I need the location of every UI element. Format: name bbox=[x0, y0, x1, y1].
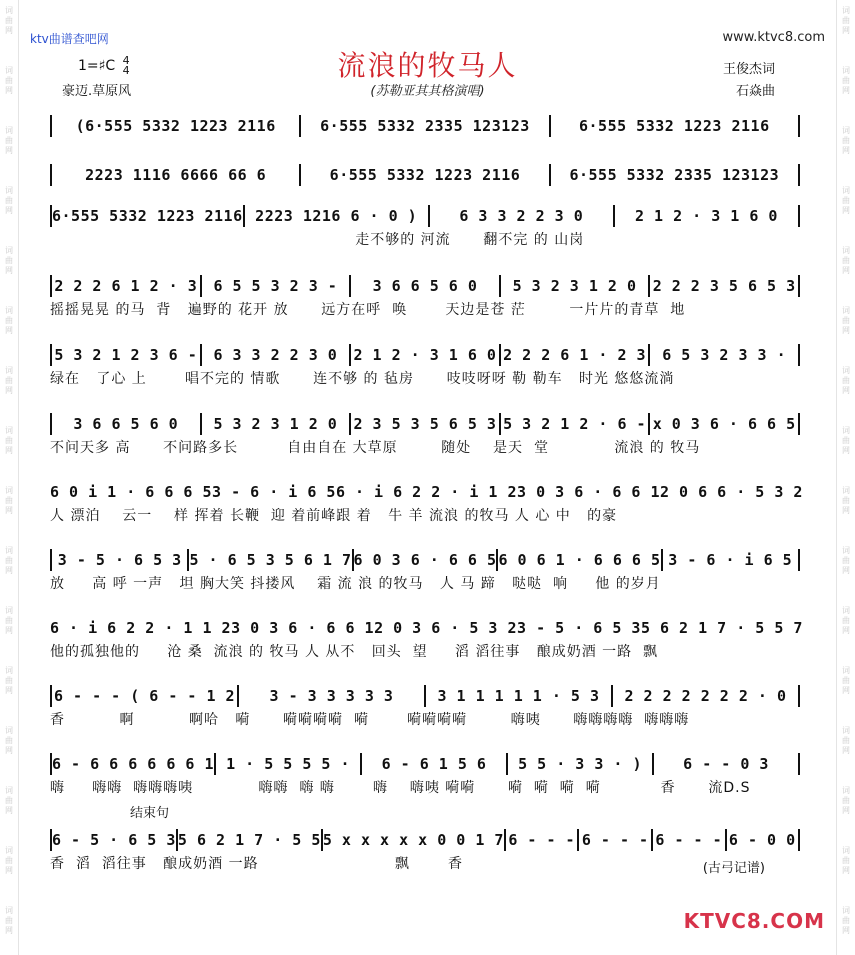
side-watermark-mark: 词曲网 bbox=[5, 906, 13, 935]
score-system bbox=[50, 752, 800, 798]
side-watermark-mark: 词曲网 bbox=[5, 786, 13, 815]
measure: 2223 1216 6 · 0 ) bbox=[255, 207, 418, 225]
side-watermark-mark: 词曲网 bbox=[842, 486, 850, 515]
lyrics-line: 香 啊 啊哈 嗬 嗬嗬嗬嗬 嗬 嗬嗬嗬嗬 嗨咦 嗨嗨嗨嗨 嗨嗨嗨 bbox=[50, 712, 690, 728]
site-logo[interactable]: KTVC8.COM bbox=[683, 909, 825, 933]
measure: 2 0 3 6 · 5 3 2 bbox=[374, 619, 518, 637]
score-system bbox=[50, 548, 800, 594]
measure: 3 - 5 · 6 5 3 bbox=[517, 619, 641, 637]
measure: 3 0 3 6 · 6 6 1 bbox=[517, 483, 660, 501]
side-watermark-mark: 词曲网 bbox=[842, 786, 850, 815]
measure: 3 - 5 · 6 5 3 bbox=[57, 551, 182, 569]
measure: 6 0 3 6 · 6 6 5 bbox=[353, 551, 497, 569]
measure: 6 3 3 2 2 3 0 bbox=[213, 346, 338, 364]
notation-line bbox=[50, 752, 800, 776]
measure: 5 6 2 1 7 · 5 5 7 bbox=[640, 619, 803, 637]
measure: 6 5 5 3 2 3 - bbox=[213, 277, 338, 295]
score-system bbox=[50, 274, 800, 320]
score-system bbox=[50, 343, 800, 389]
lyrics-line: 香 滔 滔往事 酿成奶酒 一路 飘 香 bbox=[50, 856, 464, 872]
measure: 6·555 5332 2335 123123 bbox=[320, 117, 530, 135]
notation-line bbox=[50, 412, 800, 436]
side-watermark-mark: 词曲网 bbox=[5, 666, 13, 695]
right-margin-strip bbox=[836, 0, 855, 955]
side-watermark-mark: 词曲网 bbox=[5, 486, 13, 515]
bar-line bbox=[798, 685, 800, 707]
bar-line bbox=[798, 115, 800, 137]
score-system bbox=[50, 828, 800, 874]
key-text: 1=♯C bbox=[78, 58, 116, 74]
side-watermark-mark: 词曲网 bbox=[5, 366, 13, 395]
notation-line bbox=[50, 616, 803, 640]
measure: 3 0 3 6 · 6 6 1 bbox=[231, 619, 375, 637]
side-watermark-mark: 词曲网 bbox=[842, 186, 850, 215]
measure: 3 6 6 5 6 0 bbox=[372, 277, 478, 295]
score-system bbox=[50, 163, 800, 209]
score-system bbox=[50, 204, 800, 250]
measure: 2 2 2 6 1 · 2 3 bbox=[503, 346, 647, 364]
measure: 6·555 5332 2335 123123 bbox=[569, 166, 780, 184]
measure: 5 3 2 1 2 3 6 - bbox=[54, 346, 198, 364]
notation-line bbox=[50, 684, 800, 708]
side-watermark-mark: 词曲网 bbox=[5, 546, 13, 575]
measure: 2 2 2 3 5 6 5 3 bbox=[652, 277, 796, 295]
measure: x 0 3 6 · 6 6 5 bbox=[652, 415, 796, 433]
bar-line bbox=[798, 164, 800, 186]
measure: 6 - 6 6 6 6 6 6 1 bbox=[52, 755, 215, 773]
time-signature bbox=[123, 56, 130, 76]
performer-note: (苏勒亚其其格演唱) bbox=[370, 84, 485, 99]
side-watermark-mark: 词曲网 bbox=[5, 66, 13, 95]
measure: 6 - - - bbox=[655, 831, 723, 849]
side-watermark-mark: 词曲网 bbox=[5, 846, 13, 875]
measure: 6 - - - ( 6 - - 1 2 bbox=[53, 687, 236, 705]
measure: 5 3 2 1 2 · 6 - bbox=[503, 415, 647, 433]
side-watermark-mark: 词曲网 bbox=[842, 666, 850, 695]
measure: 3 1 1 1 1 1 · 5 3 bbox=[437, 687, 600, 705]
measure: 2 0 6 6 · 5 3 2 bbox=[660, 483, 803, 501]
song-title: 流浪的牧马人 bbox=[337, 49, 518, 82]
bar-line bbox=[798, 275, 800, 297]
measure: 5 6 2 1 7 · 5 5 bbox=[177, 831, 321, 849]
end-phrase-label: 结束句 bbox=[130, 806, 170, 821]
measure: 2 1 2 · 3 1 6 0 bbox=[353, 346, 497, 364]
measure: 1 · 5 5 5 5 · bbox=[226, 755, 350, 773]
measure: 3 - 6 · i 6 5 bbox=[212, 483, 336, 501]
notation-line bbox=[50, 828, 800, 852]
side-watermark-mark: 词曲网 bbox=[842, 306, 850, 335]
lyrics-line: 他的孤独他的 沧 桑 流浪 的 牧马 人 从不 回头 望 滔 滔往事 酿成奶酒 一路 飘 bbox=[50, 644, 659, 660]
measure: 2 1 2 · 3 1 6 0 bbox=[634, 207, 778, 225]
score-system bbox=[50, 114, 800, 160]
side-watermark-mark: 词曲网 bbox=[5, 186, 13, 215]
notation-line bbox=[50, 163, 800, 187]
notation-line bbox=[50, 114, 800, 138]
side-watermark-mark: 词曲网 bbox=[5, 726, 13, 755]
measure: 6·555 5332 1223 2116 bbox=[329, 166, 521, 184]
bar-line bbox=[798, 829, 800, 851]
measure: 6 0 i 1 · 6 6 6 5 bbox=[50, 483, 213, 501]
measure: 2 2 2 6 1 2 · 3 bbox=[54, 277, 198, 295]
side-watermark-mark: 词曲网 bbox=[842, 546, 850, 575]
lyrics-line: 绿在 了心 上 唱不完的 情歌 连不够 的 毡房 吱吱呀呀 勒 勒车 时光 悠悠流淌 bbox=[50, 371, 675, 387]
left-margin-strip bbox=[0, 0, 19, 955]
measure: 6·555 5332 1223 2116 bbox=[52, 207, 243, 225]
measure: 3 - 3 3 3 3 3 bbox=[269, 687, 394, 705]
key-signature bbox=[78, 56, 130, 76]
composer: 石焱曲 bbox=[735, 84, 775, 99]
side-watermark-mark: 词曲网 bbox=[842, 426, 850, 455]
measure: 5 3 2 3 1 2 0 bbox=[213, 415, 338, 433]
side-watermark-mark: 词曲网 bbox=[842, 726, 850, 755]
measure: (6·555 5332 1223 2116 bbox=[75, 117, 276, 135]
bar-line bbox=[798, 413, 800, 435]
lyrics-line: 走不够的 河流 翻不完 的 山岗 bbox=[50, 232, 585, 248]
notation-line bbox=[50, 204, 800, 228]
measure: 6 - - - bbox=[508, 831, 576, 849]
transcriber-credit: (古弓记谱) bbox=[702, 861, 765, 876]
side-watermark-mark: 词曲网 bbox=[5, 126, 13, 155]
score-system bbox=[50, 412, 800, 458]
side-watermark-mark: 词曲网 bbox=[842, 366, 850, 395]
side-watermark-mark: 词曲网 bbox=[5, 246, 13, 275]
measure: 6 0 6 1 · 6 6 6 5 bbox=[498, 551, 661, 569]
side-watermark-mark: 词曲网 bbox=[842, 606, 850, 635]
lyrics-line bbox=[50, 138, 800, 160]
side-watermark-mark: 词曲网 bbox=[5, 606, 13, 635]
measure: 6 5 3 2 3 3 · bbox=[662, 346, 787, 364]
bar-line bbox=[798, 344, 800, 366]
measure: 6 - 5 · 6 5 3 bbox=[52, 831, 176, 849]
lyrics-line: 放 高 呼 一声 坦 胸大笑 抖搂风 霜 流 浪 的牧马 人 马 蹄 哒哒 响 他 的岁月 bbox=[50, 576, 661, 592]
side-watermark-mark: 词曲网 bbox=[842, 906, 850, 935]
measure: 6 - 0 0 bbox=[728, 831, 796, 849]
score-system bbox=[50, 616, 803, 662]
measure: 2223 1116 6666 66 6 bbox=[85, 166, 267, 184]
lyrics-line: 嗨 嗨嗨 嗨嗨嗨咦 嗨嗨 嗨 嗨 嗨 嗨咦 嗬嗬 嗬 嗬 嗬 嗬 香 流D.S bbox=[50, 780, 751, 796]
notation-line bbox=[50, 548, 800, 572]
side-watermark-mark: 词曲网 bbox=[5, 426, 13, 455]
lyrics-line: 人 漂泊 云一 样 挥着 长鞭 迎 着前峰跟 着 牛 羊 流浪 的牧马 人 心 中 的豪 bbox=[50, 508, 618, 524]
time-sig-top: 4 bbox=[122, 54, 130, 67]
measure: 6 · i 6 2 2 · i 1 2 bbox=[335, 483, 518, 501]
side-watermark-mark: 词曲网 bbox=[842, 6, 850, 35]
lyrics-line: 摇摇晃晃 的马 背 遍野的 花开 放 远方在呼 唤 天边是苍 茫 一片片的青草 地 bbox=[50, 302, 686, 318]
side-watermark-mark: 词曲网 bbox=[5, 6, 13, 35]
score-system bbox=[50, 480, 803, 526]
measure: 2 2 2 2 2 2 2 · 0 bbox=[624, 687, 787, 705]
measure: 5 · 6 5 3 5 6 1 7 bbox=[189, 551, 352, 569]
bar-line bbox=[798, 753, 800, 775]
measure: 6 - 6 1 5 6 bbox=[381, 755, 487, 773]
measure: 5 3 2 3 1 2 0 bbox=[512, 277, 637, 295]
side-watermark-mark: 词曲网 bbox=[842, 126, 850, 155]
notation-line bbox=[50, 274, 800, 298]
style-description: 豪迈.草原风 bbox=[62, 84, 132, 99]
lyrics-line: 不问天多 高 不问路多长 自由自在 大草原 随处 是天 堂 流浪 的 牧马 bbox=[50, 440, 701, 456]
measure: 6 · i 6 2 2 · 1 1 2 bbox=[50, 619, 232, 637]
notation-line bbox=[50, 480, 803, 504]
measure: 6 3 3 2 2 3 0 bbox=[459, 207, 584, 225]
side-watermark-mark: 词曲网 bbox=[5, 306, 13, 335]
score-system bbox=[50, 684, 800, 730]
measure: 6 - - - bbox=[581, 831, 649, 849]
notation-line bbox=[50, 343, 800, 367]
bar-line bbox=[798, 549, 800, 571]
measure: 6·555 5332 1223 2116 bbox=[579, 117, 770, 135]
measure: 3 6 6 5 6 0 bbox=[73, 415, 179, 433]
measure: 5 x x x x x 0 0 1 7 bbox=[322, 831, 504, 849]
measure: 2 3 5 3 5 6 5 3 bbox=[353, 415, 497, 433]
measure: 6 - - 0 3 bbox=[683, 755, 769, 773]
site-name[interactable]: ktv曲谱查吧网 bbox=[30, 32, 109, 46]
time-sig-bottom: 4 bbox=[122, 64, 130, 77]
lyricist: 王俊杰词 bbox=[722, 62, 775, 77]
side-watermark-mark: 词曲网 bbox=[842, 846, 850, 875]
side-watermark-mark: 词曲网 bbox=[842, 66, 850, 95]
site-url[interactable]: www.ktvc8.com bbox=[722, 30, 825, 45]
measure: 5 5 · 3 3 · ) bbox=[518, 755, 642, 773]
measure: 3 - 6 · i 6 5 bbox=[668, 551, 793, 569]
bar-line bbox=[798, 205, 800, 227]
side-watermark-mark: 词曲网 bbox=[842, 246, 850, 275]
